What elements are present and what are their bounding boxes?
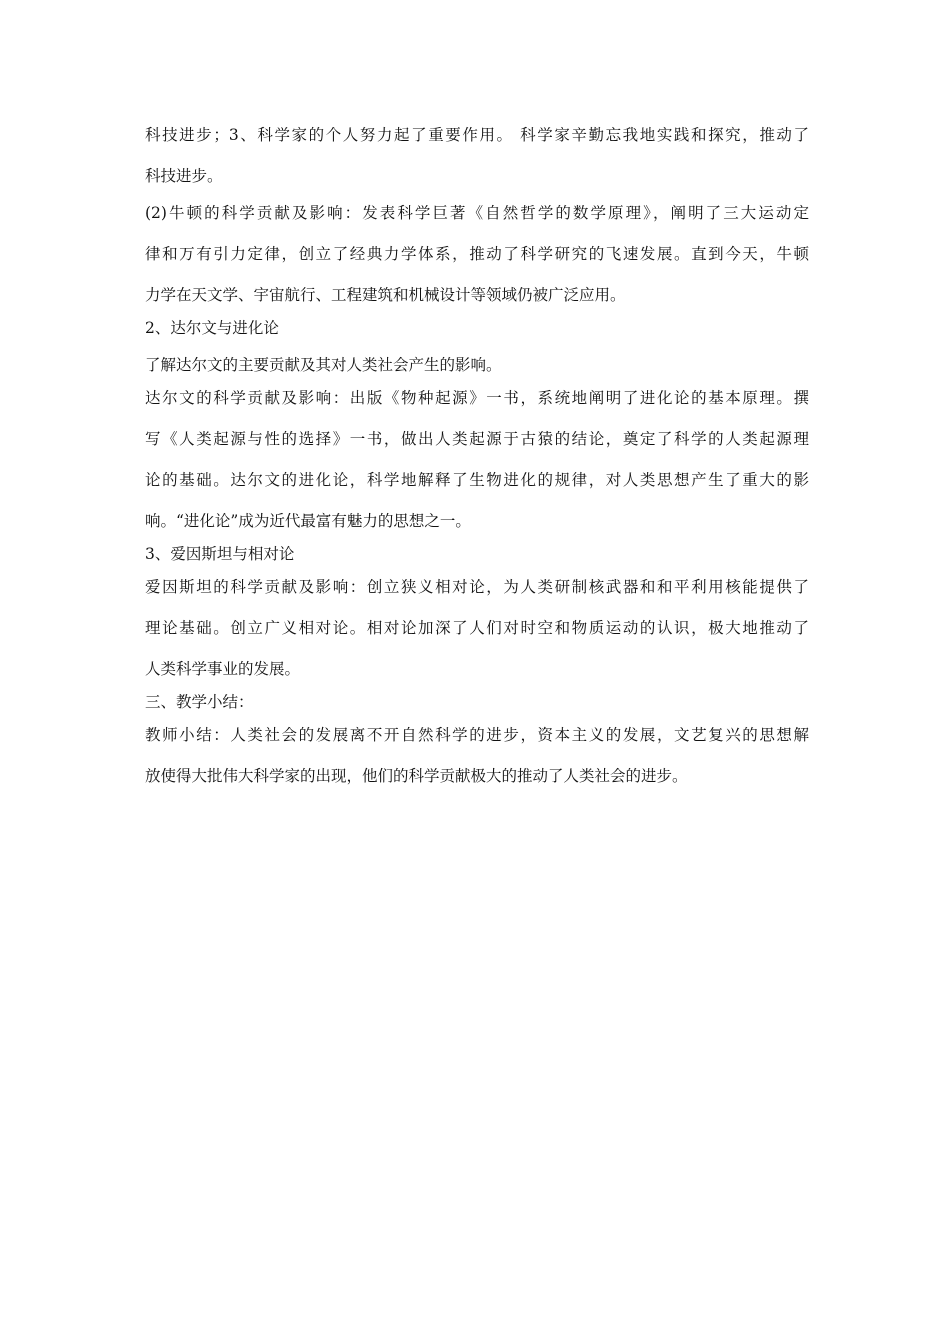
section-heading: 2、达尔文与进化论 — [145, 319, 279, 337]
section-heading: 3、爱因斯坦与相对论 — [145, 545, 295, 563]
text-line: 律和万有引力定律，创立了经典力学体系，推动了科学研究的飞速发展。直到今天，牛顿 — [145, 245, 809, 263]
section-heading: 三、教学小结： — [145, 693, 254, 711]
text-line: 了解达尔文的主要贡献及其对人类社会产生的影响。 — [145, 356, 502, 374]
text-line: 科技进步；3、科学家的个人努力起了重要作用。 科学家辛勤忘我地实践和探究，推动了 — [145, 126, 809, 144]
text-line: 响。“进化论”成为近代最富有魅力的思想之一。 — [145, 512, 471, 530]
text-line: 教师小结：人类社会的发展离不开自然科学的进步，资本主义的发展，文艺复兴的思想解 — [145, 726, 809, 744]
text-line: 达尔文的科学贡献及影响：出版《物种起源》一书，系统地阐明了进化论的基本原理。撰 — [145, 389, 809, 407]
text-line: 爱因斯坦的科学贡献及影响：创立狭义相对论，为人类研制核武器和和平利用核能提供了 — [145, 578, 809, 596]
text-line: 理论基础。创立广义相对论。相对论加深了人们对时空和物质运动的认识，极大地推动了 — [145, 619, 809, 637]
document-body — [145, 124, 809, 788]
text-line: 论的基础。达尔文的进化论，科学地解释了生物进化的规律，对人类思想产生了重大的影 — [145, 471, 809, 489]
text-line: 力学在天文学、宇宙航行、工程建筑和机械设计等领域仍被广泛应用。 — [145, 286, 626, 304]
text-line: 写《人类起源与性的选择》一书，做出人类起源于古猿的结论，奠定了科学的人类起源理 — [145, 430, 809, 448]
text-line: 放使得大批伟大科学家的出现，他们的科学贡献极大的推动了人类社会的进步。 — [145, 767, 688, 785]
text-line: (2)牛顿的科学贡献及影响：发表科学巨著《自然哲学的数学原理》，阐明了三大运动定 — [145, 204, 809, 222]
text-line: 人类科学事业的发展。 — [145, 660, 301, 678]
text-line: 科技进步。 — [145, 167, 223, 185]
